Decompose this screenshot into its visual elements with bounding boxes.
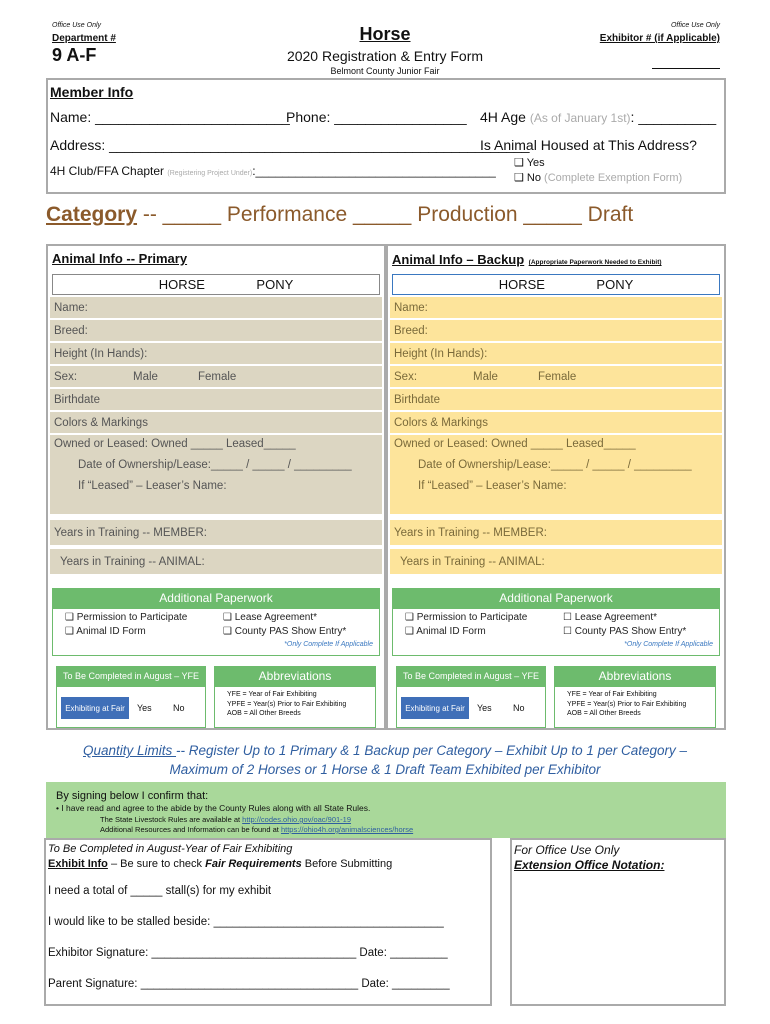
backup-colors-row[interactable]: Colors & Markings (390, 412, 722, 434)
primary-august-label: To Be Completed in August – YFE (56, 666, 206, 686)
state-rules-link[interactable]: http://codes.ohio.gov/oac/901-19 (242, 815, 351, 824)
exhibiting-at-fair-button[interactable]: Exhibiting at Fair (401, 697, 469, 719)
state-rules-text: The State Livestock Rules are available at (100, 815, 243, 824)
permission-checkbox[interactable]: ❑ Permission to Participate (65, 612, 188, 623)
no-label: ❑ No (514, 172, 541, 184)
club-label: 4H Club/FFA Chapter (50, 164, 165, 178)
exhibit-top-note: To Be Completed in August-Year of Fair Exhibiting (48, 843, 293, 855)
date-line: Date of Ownership/Lease:_____ / _____ / _________ (78, 459, 352, 471)
primary-abbreviations-label: Abbreviations (214, 666, 376, 686)
primary-horse-pony[interactable] (52, 274, 380, 295)
primary-name-row[interactable]: Name: (50, 297, 382, 319)
exhibitor-number-field[interactable] (652, 68, 720, 69)
housed-question: Is Animal Housed at This Address? (480, 137, 697, 153)
quantity-limits (0, 741, 770, 779)
backup-sex-row[interactable] (390, 366, 722, 388)
yfe-def: YFE = Year of Fair Exhibiting (567, 691, 657, 698)
backup-height-row[interactable]: Height (In Hands): (390, 343, 722, 365)
ypfe-def: YPFE = Year(s) Prior to Fair Exhibiting (567, 700, 687, 708)
department-value: 9 A-F (52, 45, 97, 65)
limits-label: Quantity Limits (82, 743, 177, 758)
pas-checkbox[interactable]: ❑ County PAS Show Entry* (223, 626, 347, 637)
only-if-applicable: *Only Complete If Applicable (284, 641, 373, 648)
primary-exhibiting-box (56, 686, 206, 728)
backup-title: Animal Info – Backup (392, 252, 525, 267)
backup-years-member[interactable]: Years in Training -- MEMBER: (390, 520, 722, 546)
age-note: (As of January 1st) (529, 111, 631, 125)
exhibitor-label: Exhibitor # (if Applicable) (599, 33, 720, 44)
backup-breed-row[interactable]: Breed: (390, 320, 722, 342)
male-option[interactable]: Male (133, 370, 158, 383)
sex-label: Sex: (394, 370, 418, 383)
exhibit-info-box (44, 838, 492, 1006)
ypfe-def: YPFE = Year(s) Prior to Fair Exhibiting (227, 700, 347, 708)
male-option[interactable]: Male (473, 370, 498, 383)
backup-title-row (392, 251, 662, 269)
age-blank: : __________ (630, 109, 717, 125)
parent-signature-field[interactable]: Parent Signature: __________________________________ Date: _________ (48, 978, 450, 990)
category-line[interactable] (46, 203, 633, 227)
signing-intro: By signing below I confirm that: (56, 790, 209, 802)
lease-checkbox[interactable]: ❑ Lease Agreement* (223, 612, 318, 623)
fair-requirements: Fair Requirements (205, 858, 302, 870)
member-address-field[interactable]: Address: ______________________________________________________ (50, 137, 530, 153)
exhibit-label: Exhibit Info (48, 858, 108, 870)
date-line: Date of Ownership/Lease:_____ / _____ / _________ (418, 459, 692, 471)
exhibiting-yes[interactable]: Yes (137, 703, 152, 713)
exhibit-before: Before Submitting (301, 858, 393, 870)
fair-name: Belmont County Junior Fair (330, 66, 440, 76)
department-label: Department # (52, 33, 116, 44)
signing-banner (46, 782, 726, 838)
backup-august-label: To Be Completed in August – YFE (396, 666, 546, 686)
club-note: (Registering Project Under) (167, 170, 253, 177)
yfe-def: YFE = Year of Fair Exhibiting (227, 691, 317, 698)
limits-line1: -- Register Up to 1 Primary & 1 Backup per Category – Exhibit Up to 1 per Category – (176, 743, 687, 758)
primary-height-row[interactable]: Height (In Hands): (50, 343, 382, 365)
backup-additional-paperwork: Additional Paperwork (392, 588, 720, 608)
backup-birthdate-row[interactable]: Birthdate (390, 389, 722, 411)
exhibit-check: – Be sure to check (107, 858, 206, 870)
backup-panel (386, 244, 726, 730)
animal-id-checkbox[interactable]: ❑ Animal ID Form (65, 626, 146, 637)
member-heading: Member Info (50, 84, 134, 100)
extension-notation: Extension Office Notation: (514, 858, 665, 872)
primary-abbreviations-box (214, 686, 376, 728)
owned-line: Owned or Leased: Owned _____ Leased_____ (54, 438, 296, 450)
office-use-title: For Office Use Only (514, 843, 620, 857)
signing-bullet: • I have read and agree to the abide by the County Rules along with all State Rules. (56, 803, 371, 813)
exhibiting-no[interactable]: No (513, 703, 525, 713)
member-phone-field[interactable]: Phone: _________________ (286, 109, 467, 125)
resources-text: Additional Resources and Information can be found at (100, 825, 281, 834)
club-field[interactable] (50, 164, 496, 178)
limits-line2: Maximum of 2 Horses or 1 Horse & 1 Draft Team Exhibited per Exhibitor (169, 762, 601, 777)
primary-title: Animal Info -- Primary (52, 251, 188, 266)
pony-option[interactable]: PONY (256, 277, 294, 292)
lease-checkbox[interactable]: ☐ Lease Agreement* (563, 612, 658, 623)
stalled-beside-field[interactable]: I would like to be stalled beside: ____________________________________ (48, 916, 444, 928)
housed-yes-checkbox[interactable]: ❑ Yes (514, 157, 545, 169)
backup-exhibiting-box (396, 686, 546, 728)
exhibiting-yes[interactable]: Yes (477, 703, 492, 713)
primary-panel (46, 244, 386, 730)
leaser-line: If “Leased” – Leaser’s Name: (418, 480, 567, 492)
backup-ownership-block[interactable] (390, 435, 722, 515)
pas-checkbox[interactable]: ☐ County PAS Show Entry* (563, 626, 687, 637)
age-label: 4H Age (480, 109, 526, 125)
only-if-applicable: *Only Complete If Applicable (624, 641, 713, 648)
female-option[interactable]: Female (197, 370, 237, 383)
exhibiting-at-fair-button[interactable]: Exhibiting at Fair (61, 697, 129, 719)
primary-paperwork-box (52, 608, 380, 656)
primary-colors-row[interactable]: Colors & Markings (50, 412, 382, 434)
female-option[interactable]: Female (537, 370, 577, 383)
office-use-box (510, 838, 726, 1006)
office-use-right: Office Use Only (670, 22, 720, 29)
resources-link[interactable]: https://ohio4h.org/animalsciences/horse (280, 825, 414, 834)
backup-abbreviations-label: Abbreviations (554, 666, 716, 686)
resources-line (100, 825, 413, 834)
sex-label: Sex: (54, 370, 78, 383)
horse-option[interactable]: HORSE (158, 277, 205, 292)
backup-name-row[interactable]: Name: (390, 297, 722, 319)
owned-line: Owned or Leased: Owned _____ Leased_____ (394, 438, 636, 450)
category-label: Category (46, 203, 138, 226)
primary-sex-row[interactable] (50, 366, 382, 388)
member-info-box (46, 78, 726, 194)
animal-id-checkbox[interactable]: ❑ Animal ID Form (405, 626, 486, 637)
backup-horse-pony[interactable] (392, 274, 720, 295)
state-rules-line (100, 815, 351, 824)
exhibitor-signature-field[interactable]: Exhibitor Signature: ________________________________ Date: _________ (48, 947, 448, 959)
horse-option[interactable]: HORSE (498, 277, 545, 292)
permission-checkbox[interactable]: ❑ Permission to Participate (405, 612, 528, 623)
housed-no-checkbox[interactable] (514, 171, 682, 184)
pony-option[interactable]: PONY (596, 277, 634, 292)
backup-years-animal[interactable]: Years in Training -- ANIMAL: (390, 549, 722, 575)
backup-title-note: (Appropriate Paperwork Needed to Exhibit) (528, 259, 662, 266)
club-blank: :____________________________________ (252, 164, 496, 178)
member-age-field[interactable] (480, 109, 716, 125)
primary-breed-row[interactable]: Breed: (50, 320, 382, 342)
exhibiting-no[interactable]: No (173, 703, 185, 713)
no-note: (Complete Exemption Form) (544, 172, 683, 184)
primary-birthdate-row[interactable]: Birthdate (50, 389, 382, 411)
exhibit-info-heading (48, 858, 392, 870)
member-name-field[interactable]: Name: _________________________ (50, 109, 290, 125)
office-use-left: Office Use Only (52, 22, 102, 29)
backup-paperwork-box (392, 608, 720, 656)
page-subtitle: 2020 Registration & Entry Form (286, 48, 484, 64)
leaser-line: If “Leased” – Leaser’s Name: (78, 480, 227, 492)
primary-additional-paperwork: Additional Paperwork (52, 588, 380, 608)
primary-years-member[interactable]: Years in Training -- MEMBER: (50, 520, 382, 546)
primary-ownership-block[interactable] (50, 435, 382, 515)
aob-def: AOB = All Other Breeds (227, 710, 301, 717)
primary-years-animal[interactable]: Years in Training -- ANIMAL: (50, 549, 382, 575)
page-title: Horse (359, 24, 411, 44)
category-options: -- _____ Performance _____ Production _____ Draft (137, 203, 634, 226)
aob-def: AOB = All Other Breeds (567, 710, 641, 717)
stalls-field[interactable]: I need a total of _____ stall(s) for my exhibit (48, 885, 272, 897)
backup-abbreviations-box (554, 686, 716, 728)
